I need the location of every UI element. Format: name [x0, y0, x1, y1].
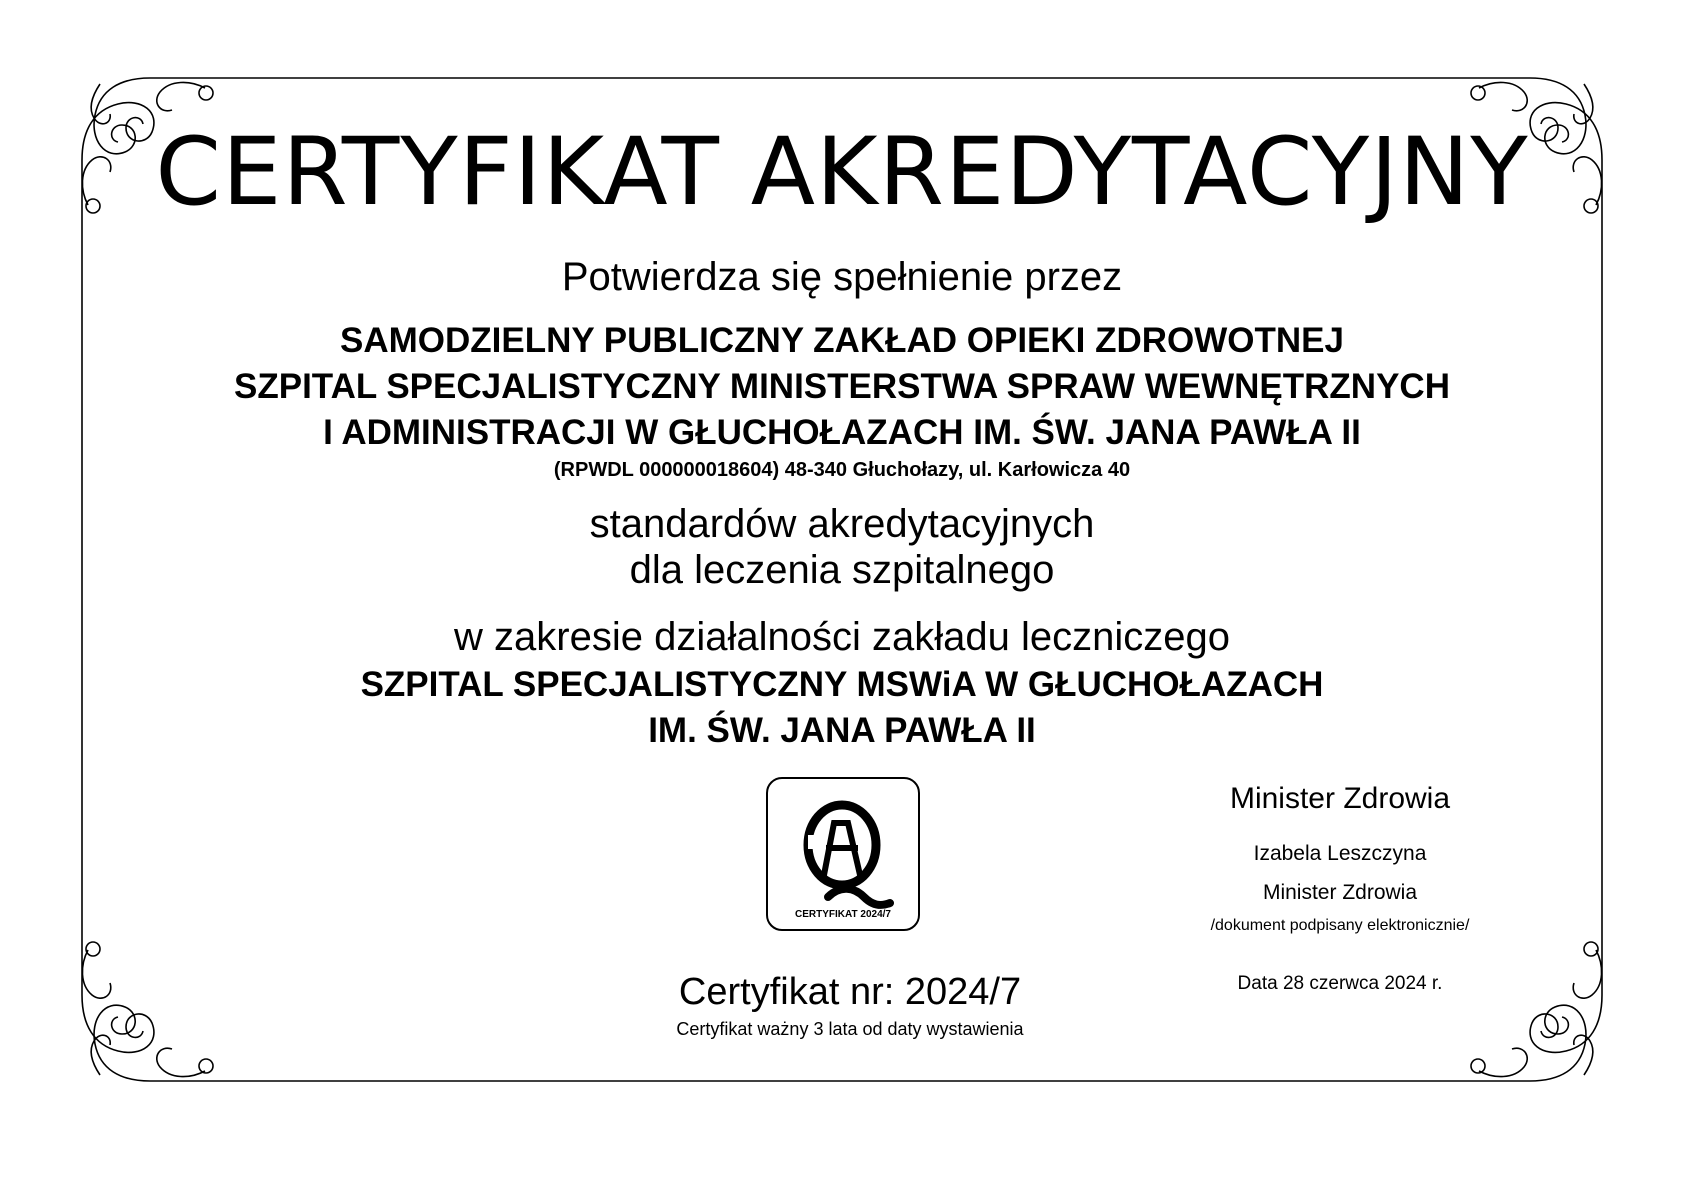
- institution-line-3: I ADMINISTRACJI W GŁUCHOŁAZACH IM. ŚW. JANA PAWŁA II: [323, 413, 1361, 452]
- intro-text: Potwierdza się spełnienie przez: [561, 255, 1123, 299]
- standards-line-2: dla leczenia szpitalnego: [629, 548, 1055, 592]
- certificate-number: Certyfikat nr: 2024/7: [678, 971, 1022, 1013]
- scope-intro: w zakresie działalności zakładu leczniczego: [454, 615, 1230, 659]
- signatory-role: Minister Zdrowia: [1229, 782, 1451, 815]
- standards-line-1: standardów akredytacyjnych: [589, 502, 1095, 546]
- validity-note: Certyfikat ważny 3 lata od daty wystawienia: [676, 1019, 1024, 1039]
- accreditation-seal: [766, 777, 920, 931]
- corner-flourish-bottom-left: [82, 942, 213, 1081]
- unit-line-2: IM. ŚW. JANA PAWŁA II: [648, 711, 1036, 750]
- unit-line-1: SZPITAL SPECJALISTYCZNY MSWiA W GŁUCHOŁAZACH: [360, 665, 1324, 704]
- seal-caption: CERTYFIKAT 2024/7: [795, 909, 891, 920]
- signatory-title: Minister Zdrowia: [1262, 881, 1418, 904]
- cq-logo-icon: [768, 779, 918, 929]
- signatory-name: Izabela Leszczyna: [1253, 842, 1427, 865]
- certificate-title: CERTYFIKAT AKREDYTACYJNY: [155, 118, 1529, 227]
- institution-line-1: SAMODZIELNY PUBLICZNY ZAKŁAD OPIEKI ZDROWOTNEJ: [339, 321, 1344, 360]
- electronic-signature-note: /dokument podpisany elektronicznie/: [1210, 917, 1470, 934]
- issue-date: Data 28 czerwca 2024 r.: [1237, 973, 1443, 994]
- corner-flourish-bottom-right: [1471, 942, 1602, 1081]
- institution-line-2: SZPITAL SPECJALISTYCZNY MINISTERSTWA SPRAW WEWNĘTRZNYCH: [234, 367, 1450, 406]
- registry-address: (RPWDL 000000018604) 48-340 Głuchołazy, ul. Karłowicza 40: [553, 459, 1131, 481]
